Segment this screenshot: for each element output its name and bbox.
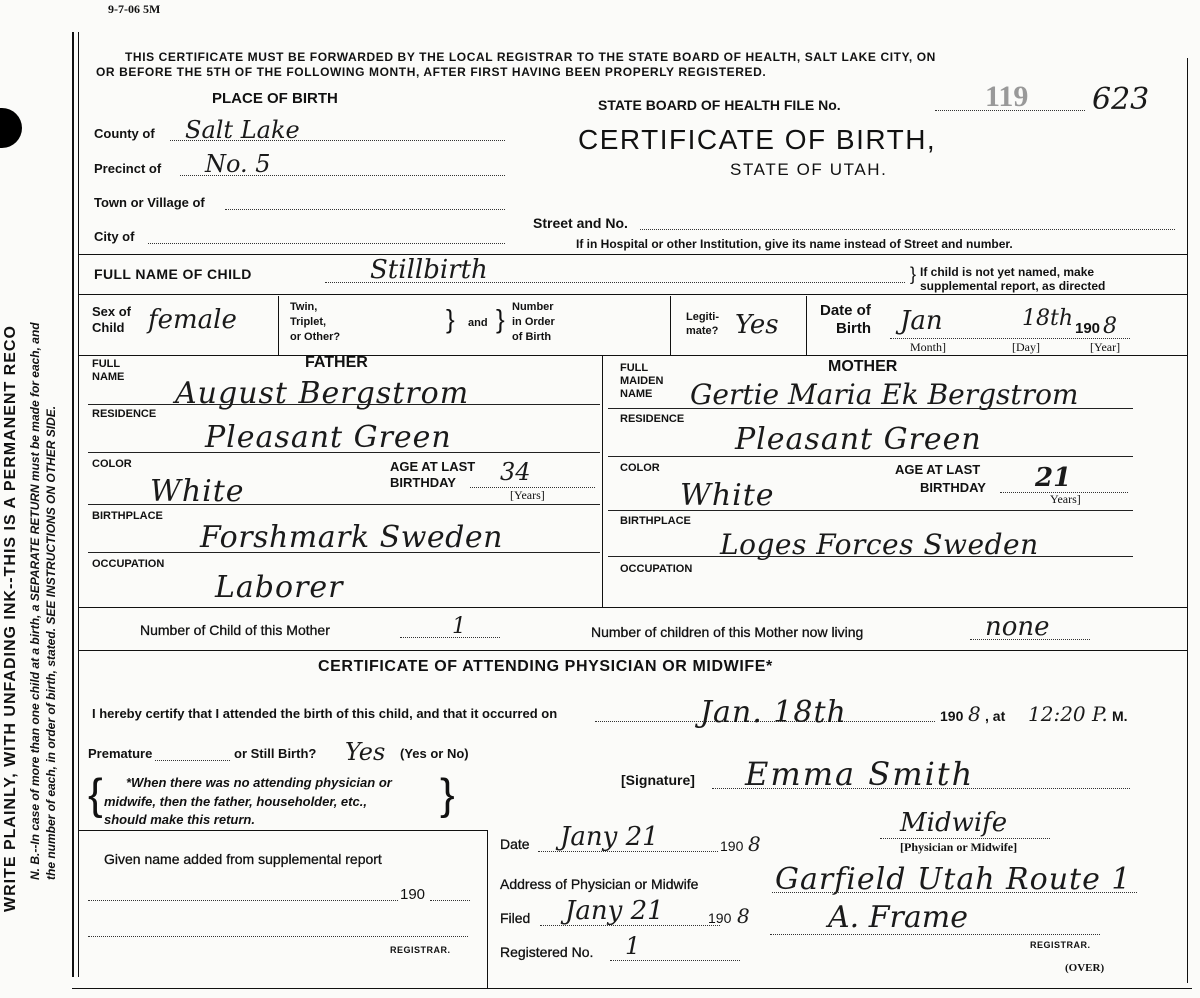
mother-name-value: Gertie Maria Ek Bergstrom xyxy=(690,378,1079,411)
certify-text: I hereby certify that I attended the birth of this child, and that it occurred on xyxy=(92,706,558,721)
left-border xyxy=(72,32,74,977)
signature-label: [Signature] xyxy=(621,772,695,788)
father-occupation-value: Laborer xyxy=(215,570,344,605)
living-label: Number of children of this Mother now living xyxy=(591,624,864,640)
supplemental-label: Given name added from supplemental report xyxy=(104,851,382,867)
not-named-bracket: } xyxy=(910,264,917,284)
father-birthplace-line xyxy=(88,552,600,553)
address-value: Garfield Utah Route 1 xyxy=(775,862,1132,897)
notice-line2: OR BEFORE THE 5TH OF THE FOLLOWING MONTH, AFTER FIRST HAVING BEEN PROPERLY REGISTERED. xyxy=(96,65,767,79)
twin-bracket: } xyxy=(446,304,455,334)
file-no-printed: 119 xyxy=(985,80,1029,113)
mother-age-label-1: AGE AT LAST xyxy=(895,462,981,477)
mother-heading: MOTHER xyxy=(828,358,898,375)
mother-residence-value: Pleasant Green xyxy=(735,422,982,457)
bottom-left-top-line xyxy=(78,830,488,831)
child-name-value: Stillbirth xyxy=(370,255,488,285)
left-border-inner xyxy=(78,32,79,977)
registered-value: 1 xyxy=(625,932,641,960)
father-full-label-2: NAME xyxy=(92,371,125,383)
precinct-value: No. 5 xyxy=(205,150,271,178)
father-age-value: 34 xyxy=(500,458,531,486)
number-label-3: of Birth xyxy=(512,331,552,343)
sex-divider xyxy=(278,296,279,356)
father-occupation-label: OCCUPATION xyxy=(92,558,165,570)
street-line xyxy=(640,229,1175,230)
mother-age-value: 21 xyxy=(1035,463,1072,493)
sex-label-1: Sex of xyxy=(92,304,132,319)
day-label: [Day] xyxy=(1012,340,1040,354)
not-named-note2: supplemental report, as directed xyxy=(920,279,1106,293)
still-birth-label: or Still Birth? xyxy=(234,746,317,761)
mother-birthplace-value: Loges Forces Sweden xyxy=(720,528,1039,561)
county-label: County of xyxy=(94,126,155,141)
date-month-value: Jan xyxy=(900,306,943,336)
registered-label: Registered No. xyxy=(500,944,594,960)
mother-years-label: Years] xyxy=(1050,492,1081,506)
note-line-3: should make this return. xyxy=(104,812,255,827)
filed-value: Jany 21 xyxy=(565,896,664,926)
mother-residence-label: RESIDENCE xyxy=(620,413,685,425)
town-label: Town or Village of xyxy=(94,195,205,210)
mother-birthplace-label: BIRTHPLACE xyxy=(620,515,691,527)
father-years-label: [Years] xyxy=(510,488,545,502)
year-label: [Year] xyxy=(1090,340,1121,354)
registrar-label-2: REGISTRAR. xyxy=(1030,940,1091,950)
address-label: Address of Physician or Midwife xyxy=(500,876,699,892)
filed-signature-line xyxy=(770,934,1100,935)
precinct-label: Precinct of xyxy=(94,161,162,176)
town-line xyxy=(225,209,505,210)
side-note-line1: N. B.--In case of more than one child at a birth, a SEPARATE RETURN must be made for each, and xyxy=(28,322,42,880)
mother-residence-line xyxy=(608,456,1133,457)
filed-year-suffix: 8 xyxy=(737,904,750,928)
date-line xyxy=(890,338,1130,339)
note-bracket-right: } xyxy=(440,770,455,819)
hospital-note: If in Hospital or other Institution, give its name instead of Street and number. xyxy=(576,237,1013,251)
signature-value: Emma Smith xyxy=(745,755,975,793)
father-color-line xyxy=(88,504,600,505)
row-divider-1 xyxy=(78,254,1188,255)
supplemental-year: 190 xyxy=(400,886,426,903)
father-full-label-1: FULL xyxy=(92,358,121,370)
father-name-line xyxy=(88,404,600,405)
physician-heading: CERTIFICATE OF ATTENDING PHYSICIAN OR MIDWIFE* xyxy=(318,658,773,675)
role-value: Midwife xyxy=(900,808,1008,838)
side-instruction: WRITE PLAINLY, WITH UNFADING INK--THIS IS A PERMANENT RECO xyxy=(2,325,19,912)
father-age-label-2: BIRTHDAY xyxy=(390,475,456,490)
date-label-1: Date of xyxy=(820,302,871,319)
sex-value: female xyxy=(148,305,237,335)
date-year-suffix: 8 xyxy=(1103,314,1117,339)
date-year-suffix-bottom: 8 xyxy=(748,832,761,856)
father-birthplace-label: BIRTHPLACE xyxy=(92,510,163,522)
mother-full-label-2: MAIDEN xyxy=(620,375,664,387)
mother-full-label-1: FULL xyxy=(620,362,649,374)
month-label: Month] xyxy=(910,340,946,354)
not-named-note1: If child is not yet named, make xyxy=(920,265,1095,279)
supplemental-year-line xyxy=(430,900,470,901)
place-of-birth-heading: PLACE OF BIRTH xyxy=(212,90,338,107)
number-of-child-label: Number of Child of this Mother xyxy=(140,622,330,638)
living-value: none xyxy=(985,612,1050,642)
file-no-handwritten: 623 xyxy=(1092,82,1150,117)
registered-line xyxy=(610,960,740,961)
over-label: (OVER) xyxy=(1065,962,1105,974)
certificate-subtitle: STATE OF UTAH. xyxy=(730,160,888,179)
legit-value: Yes xyxy=(735,310,779,340)
city-line xyxy=(148,243,505,244)
legit-divider xyxy=(806,296,807,356)
legit-label-2: mate? xyxy=(686,325,719,337)
right-border xyxy=(1187,58,1188,983)
premature-line xyxy=(155,760,230,761)
mother-occupation-label: OCCUPATION xyxy=(620,563,693,575)
registrar-label-1: REGISTRAR. xyxy=(390,945,451,955)
mother-color-line xyxy=(608,510,1133,511)
file-no-label: STATE BOARD OF HEALTH FILE No. xyxy=(598,97,841,113)
city-label: City of xyxy=(94,229,135,244)
father-color-value: White xyxy=(150,474,245,509)
mother-name-line xyxy=(608,408,1133,409)
father-age-label-1: AGE AT LAST xyxy=(390,459,476,474)
date-year-prefix-bottom: 190 xyxy=(720,838,744,854)
notice-line1: THIS CERTIFICATE MUST BE FORWARDED BY THE LOCAL REGISTRAR TO THE STATE BOARD OF HEALTH, SALT LAKE CITY, ON xyxy=(125,50,936,64)
number-of-child-value: 1 xyxy=(452,614,466,639)
father-residence-line xyxy=(88,452,600,453)
occurred-year-prefix: 190 xyxy=(940,708,964,724)
number-of-child-line xyxy=(400,637,500,638)
father-color-label: COLOR xyxy=(92,458,132,470)
punch-hole xyxy=(0,108,22,148)
role-label: [Physician or Midwife] xyxy=(900,840,1018,854)
legit-label-1: Legiti- xyxy=(686,311,719,323)
filed-signature: A. Frame xyxy=(828,900,968,935)
date-year-prefix: 190 xyxy=(1075,320,1101,337)
row-divider-5 xyxy=(78,650,1188,651)
parents-divider xyxy=(602,355,603,607)
row-divider-4 xyxy=(78,607,1188,608)
yes-no-label: (Yes or No) xyxy=(400,746,469,761)
supplemental-line xyxy=(88,900,398,901)
filed-year-prefix: 190 xyxy=(708,910,732,926)
at-label: , at xyxy=(985,708,1006,724)
child-name-label: FULL NAME OF CHILD xyxy=(94,266,252,282)
time-value: 12:20 P. xyxy=(1028,702,1108,726)
filed-label: Filed xyxy=(500,910,531,926)
date-value-bottom: Jany 21 xyxy=(560,822,659,852)
twin-label-1: Twin, xyxy=(290,301,318,313)
number-bracket: } xyxy=(496,304,505,334)
mother-age-label-2: BIRTHDAY xyxy=(920,480,986,495)
father-residence-value: Pleasant Green xyxy=(205,420,452,455)
occurred-year-suffix: 8 xyxy=(968,702,981,726)
occurred-value: Jan. 18th xyxy=(700,695,847,730)
note-line-1: *When there was no attending physician or xyxy=(126,775,392,790)
mother-color-value: White xyxy=(680,478,775,513)
father-birthplace-value: Forshmark Sweden xyxy=(200,520,503,555)
row-divider-3 xyxy=(78,355,1188,356)
mother-full-label-3: NAME xyxy=(620,388,653,400)
still-birth-value: Yes xyxy=(345,738,386,766)
certificate-title: CERTIFICATE OF BIRTH, xyxy=(578,124,937,155)
note-bracket-left: { xyxy=(88,770,103,819)
side-note-line2: the number of each, in order of birth, stated. SEE INSTRUCTIONS ON OTHER SIDE. xyxy=(44,405,58,880)
mother-birthplace-line xyxy=(608,556,1133,557)
role-line xyxy=(880,838,1050,839)
number-label-1: Number xyxy=(512,301,554,313)
mother-color-label: COLOR xyxy=(620,462,660,474)
form-code: 9-7-06 5M xyxy=(108,2,161,16)
father-name-value: August Bergstrom xyxy=(175,376,470,411)
father-residence-label: RESIDENCE xyxy=(92,408,157,420)
county-value: Salt Lake xyxy=(185,116,300,144)
time-suffix: M. xyxy=(1112,708,1128,724)
date-label-2: Birth xyxy=(836,320,871,337)
and-label: and xyxy=(468,317,488,329)
premature-label: Premature xyxy=(88,746,153,761)
bottom-border xyxy=(72,988,1192,989)
date-label: Date xyxy=(500,836,530,852)
note-line-2: midwife, then the father, householder, etc., xyxy=(104,794,367,809)
row-divider-2 xyxy=(78,294,1188,295)
father-heading: FATHER xyxy=(305,354,368,371)
signature-line xyxy=(712,788,1130,789)
street-label: Street and No. xyxy=(533,215,628,231)
twin-label-3: or Other? xyxy=(290,331,341,343)
number-label-2: in Order xyxy=(512,316,555,328)
twin-label-2: Triplet, xyxy=(290,316,327,328)
bottom-divider xyxy=(487,830,488,988)
sex-label-2: Child xyxy=(92,320,125,335)
registrar-line-1 xyxy=(88,936,468,937)
number-divider xyxy=(670,296,671,356)
date-day-value: 18th xyxy=(1022,306,1074,331)
